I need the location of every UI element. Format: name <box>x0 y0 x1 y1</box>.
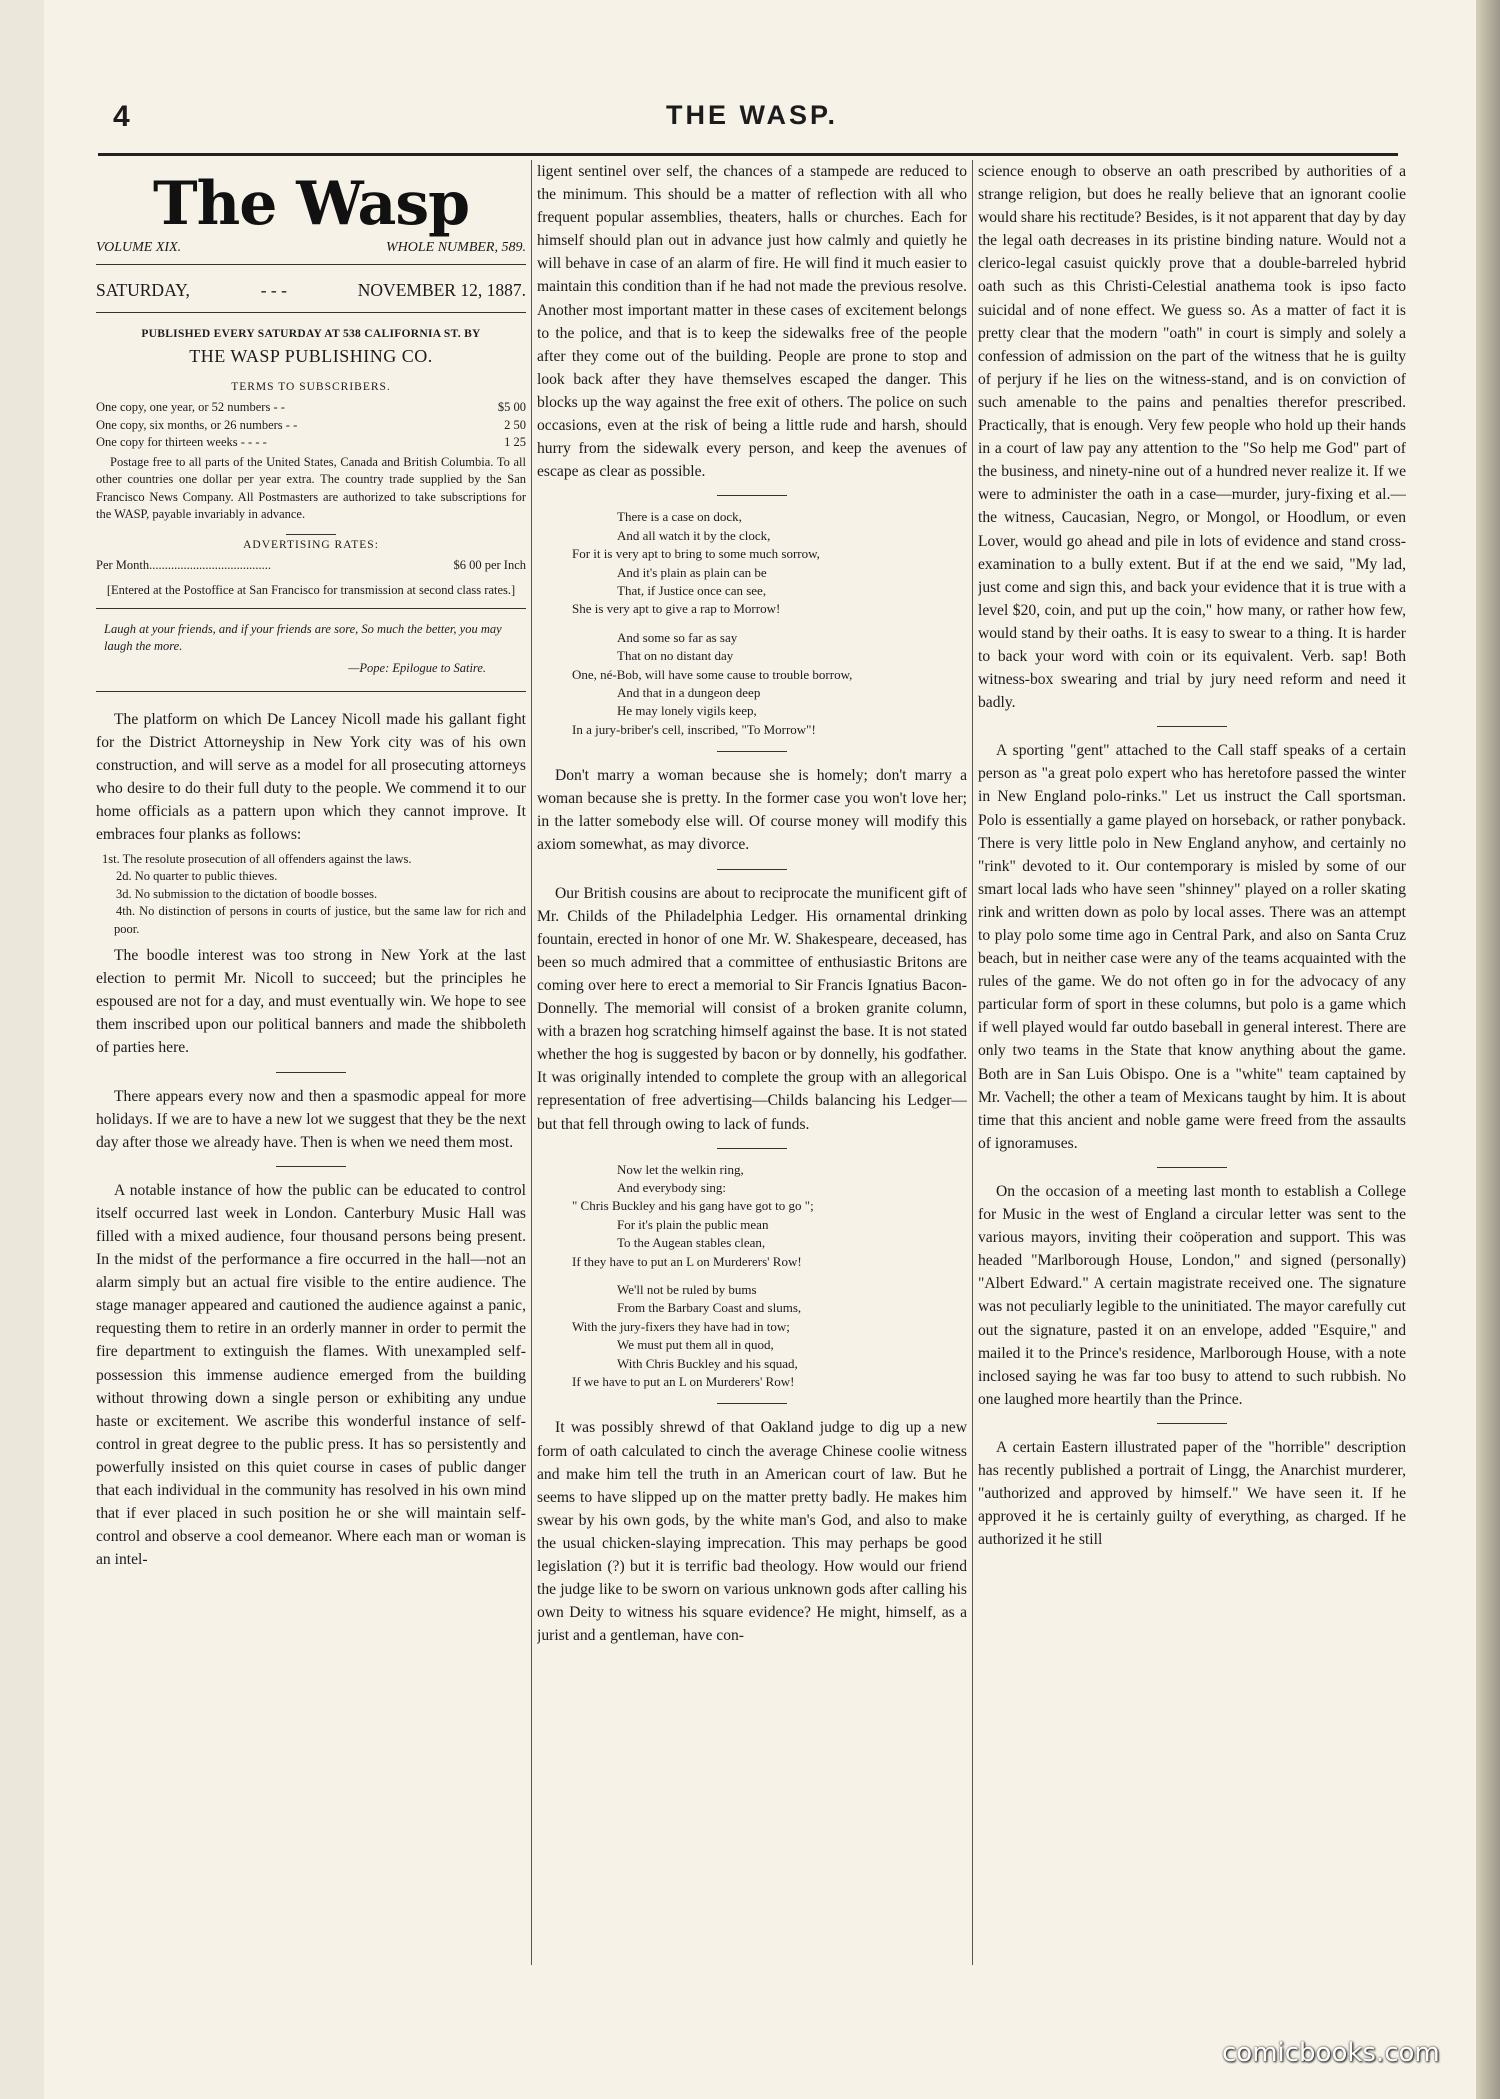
separator <box>276 1072 346 1073</box>
term-row <box>96 399 526 417</box>
page-header <box>107 100 1397 148</box>
term-label: One copy for thirteen weeks - - - - <box>96 435 267 449</box>
term-label: One copy, six months, or 26 numbers - - <box>96 417 298 432</box>
volume-row <box>96 240 526 256</box>
paragraph: The boodle interest was too strong in New York at the last election to permit Mr. Nicoll to succeed; but the principles he espoused are not for a day, and must eventually win. We hope to see them inscribed upon our political banners and made the shibboleth of parties here. <box>96 947 526 1057</box>
verse-line: From the Barbary Coast and slums, <box>617 1300 802 1316</box>
column-2 <box>537 160 967 2043</box>
separator <box>1157 1423 1227 1424</box>
planks-list <box>96 851 526 939</box>
separator <box>717 1403 787 1404</box>
whole-number: WHOLE NUMBER, 589. <box>386 240 526 255</box>
separator <box>717 869 787 870</box>
publisher: THE WASP PUBLISHING CO. <box>189 346 433 366</box>
postage-notice: Postage free to all parts of the United States, Canada and British Columbia. To all other countries one dollar per year extra. The country trade supplied by the San Francisco News Company. All Postmasters are authorized to take subscriptions for the WASP, payable invariably in advance. <box>96 454 526 521</box>
verse-line: Now let the welkin ring, <box>617 1161 744 1177</box>
verse <box>537 508 967 739</box>
term-price: $5 00 <box>497 400 526 414</box>
rule <box>96 608 526 609</box>
separator <box>717 751 787 752</box>
paragraph: On the occasion of a meeting last month to establish a College for Music in the west of England a circular letter was sent to the various mayors, inviting their coöperation and support. This was headed "Marlborough House, London," and signed (personally) "Albert Edward." A certain magistrate received one. The signature was not peculiarly legible to the uninitiated. The mayor carefully cut out the signature, pasted it on an envelope, added "Esquire," and mailed it to the Prince's residence, Marlborough House, with a note inclosed saying he was far too busy to attend to such rubbish. No one laughed more heartily than the Prince. <box>978 1182 1406 1408</box>
volume: VOLUME XIX. <box>96 240 182 255</box>
verse-line: " Chris Buckley and his gang have got to go "; <box>572 1198 814 1214</box>
plank-item: 4th. No distinction of persons in courts of justice, but the same law for rich and poor. <box>114 904 526 936</box>
column-divider <box>972 160 973 1965</box>
entered-notice: [Entered at the Postoffice at San Francisco for transmission at second class rates.] <box>106 583 516 597</box>
verse-line: If they have to put an L on Murderers' Row! <box>572 1253 802 1269</box>
verse-line: If we have to put an L on Murderers' Row! <box>572 1374 795 1390</box>
paragraph: A certain Eastern illustrated paper of the "horrible" description has recently published a portrait of Lingg, the Anarchist murderer, "authorized and approved by himself." We have seen it. If he approved it he is certainly guilty of everything, as charged. If he authorized it he still <box>978 1438 1406 1549</box>
page-edge <box>1476 0 1500 2099</box>
plank-item: 3d. No submission to the dictation of boodle bosses. <box>116 886 378 901</box>
term-label: One copy, one year, or 52 numbers - - <box>96 400 285 414</box>
paragraph: The platform on which De Lancey Nicoll made his gallant fight for the District Attorneyship in New York city was of his own construction, and will serve as a model for all prosecuting attorneys who desire to do their full duty to the people. We commend it to our home officials as a pattern upon which they cannot improve. It embraces four planks as follows: <box>96 711 526 844</box>
date-dashes: - - - <box>260 280 287 300</box>
column-3 <box>978 160 1406 2043</box>
column-1 <box>96 160 526 2043</box>
verse-line: He may lonely vigils keep, <box>617 703 757 719</box>
masthead-title: The Wasp <box>152 169 470 239</box>
verse-line: In a jury-briber's cell, inscribed, "To Morrow"! <box>572 721 816 737</box>
verse-line: And all watch it by the clock, <box>617 527 771 543</box>
publication-line: PUBLISHED EVERY SATURDAY AT 538 CALIFORNIA ST. BY <box>141 328 481 340</box>
verse-line: There is a case on dock, <box>617 509 742 525</box>
verse-line: We must put them all in quod, <box>617 1337 774 1353</box>
paragraph: A sporting "gent" attached to the Call staff speaks of a certain person as "a great polo expert who has heretofore passed the winter in New England polo-rinks." Let us instruct the Call sportsman. Polo is essentially a game played on horseback, or rather ponyback. There is very little polo in New England anyhow, and certainly no "rink" devoted to it. Our contemporary is misled by some of our smart local lads who have seen "shinney" played on a roller skating rink and written down as polo by local asses. There was an attempt to play polo some time ago in Central Park, and also on Santa Cruz beach, but in neither case were any of the teams acquainted with the rules of the game. We do not often go in for the advocacy of any particular form of sport in these columns, but polo is a game which if well played would far outdo baseball in general interest. There are only two teams in the State that know anything about the game. Both are in San Luis Obispo. One is a "white" team captained by Mr. Vachell; the other a team of Mexicans taught by him. It is about time that this ancient and noble game were freed from the assaults of ignoramuses. <box>978 742 1406 1152</box>
verse-line: And that in a dungeon deep <box>617 684 761 700</box>
verse-line: And everybody sing: <box>617 1180 727 1195</box>
header-rule <box>98 153 1398 156</box>
separator <box>286 534 336 535</box>
terms-heading: TERMS TO SUBSCRIBERS. <box>231 381 391 393</box>
term-row <box>96 417 526 435</box>
verse-line: That, if Justice once can see, <box>617 582 767 598</box>
issue-date: NOVEMBER 12, 1887. <box>357 280 526 300</box>
separator <box>1157 1167 1227 1168</box>
verse-line: For it is very apt to bring to some much sorrow, <box>572 546 820 562</box>
plank-item: 2d. No quarter to public thieves. <box>116 869 278 884</box>
term-price: 1 25 <box>504 435 526 449</box>
term-row <box>96 434 526 452</box>
verse-line: One, né-Bob, will have some cause to trouble borrow, <box>572 666 853 682</box>
verse-line: For it's plain the public mean <box>617 1216 769 1232</box>
paragraph: It was possibly shrewd of that Oakland judge to dig up a new form of oath calculated to cinch the average Chinese coolie witness and make him tell the truth in an American court of law. But he seems to have slipped up on the matter pretty badly. He makes him swear by his own gods, by the white man's God, and also to make the usual chicken-slaying imprecation. This may perhaps be good legislation (?) but it is terrific bad theology. How would our friend the judge like to be sworn on various unknown gods after calling his own Deity to witness his square evidence? He might, himself, as a jurist and a gentleman, have con- <box>537 1419 967 1645</box>
paragraph: ligent sentinel over self, the chances of a stampede are reduced to the minimum. This should be a matter of reflection with all who frequent popular assemblies, theaters, halls or churches. Each for himself should plan out in advance just how calmly and quietly he will behave in case of an alarm of fire. He will find it much easier to maintain this condition than if he had not made the previous resolve. Another most important matter in these cases of excitement belongs to the police, and that is to keep the sidewalks free of the people after they come out of the building. People are prone to stop and look back after they have themselves escaped the danger. This blocks up the way against the free exit of others. The police on such occasions, even at the risk of being a little rude and harsh, should hurry from the sidewalk every person, and keep the avenues of escape as clear as possible. <box>537 163 967 481</box>
rule <box>96 691 526 692</box>
separator <box>1157 726 1227 727</box>
paragraph: There appears every now and then a spasmodic appeal for more holidays. If we are to have a new lot we suggest that they be the next day after those we already have. Then is when we need them most. <box>96 1087 526 1151</box>
advertising-heading: ADVERTISING RATES: <box>243 538 379 551</box>
weekday: SATURDAY, <box>96 280 190 300</box>
date-row <box>96 264 526 313</box>
term-price: 2 50 <box>504 417 526 432</box>
paragraph: Our British cousins are about to reciprocate the munificent gift of Mr. Childs of the Philadelphia Ledger. His ornamental drinking fountain, erected in honor of one Mr. W. Shakespeare, deceased, has been so much admired that a committee of enthusiastic Britons are coming over here to erect a memorial to Sir Francis Ignatius Bacon-Donnelly. The memorial will consist of a broken granite column, with a brazen hog scratching himself against the base. It is not stated whether the hog is suggested by bacon or by donnelly, his godfather. It was originally intended to complete the group with an allegorical representation of free advertising—Childs balancing his Ledger—but that fell through owing to lack of funds. <box>537 884 967 1133</box>
column-divider <box>531 160 532 1965</box>
verse-line: To the Augean stables clean, <box>617 1235 766 1251</box>
ad-price: $6 00 per Inch <box>453 557 526 572</box>
ad-label: Per Month....................................... <box>96 557 271 572</box>
running-title: THE WASP. <box>665 100 839 130</box>
separator <box>717 1148 787 1149</box>
verse <box>537 1161 967 1392</box>
verse-line: With Chris Buckley and his squad, <box>617 1355 798 1371</box>
verse-line: And it's plain as plain can be <box>617 564 767 580</box>
paragraph: Don't marry a woman because she is homely; don't marry a woman because she is pretty. In the former case you won't love her; in the latter somebody else will. Of course money will modify this axiom somewhat, as may divorce. <box>537 767 967 854</box>
separator <box>717 495 787 496</box>
verse-line: And some so far as say <box>617 629 738 645</box>
paragraph: A notable instance of how the public can be educated to control itself occurred last week in London. Canterbury Music Hall was filled with a mixed audience, four thousand persons being present. In the midst of the performance a fire occurred in the hall—not an alarm simply but an actual fire visible to the entire audience. The stage manager appeared and cautioned the audience against a panic, requesting them to retire in an orderly manner in order to permit the fire department to extinguish the flames. With unexampled self-possession this immense audience emerged from the building without throwing down a single person or exhibiting any undue haste or excitement. We ascribe this wonderful instance of self-control in great degree to the public press. It has so persistently and powerfully insisted on this quiet course in cases of public danger that each individual in the community has resolved in his own mind that if ever placed in such position he or she will maintain self-control and observe a cool demeanor. Where each man or woman is an intel- <box>96 1181 526 1569</box>
verse-line: She is very apt to give a rap to Morrow! <box>572 601 781 617</box>
plank-item: 1st. The resolute prosecution of all offenders against the laws. <box>102 851 412 866</box>
epigraph: Laugh at your friends, and if your friends are sore, So much the better, you may laugh the more. <box>104 621 502 653</box>
watermark: comicbooks.com <box>1222 2038 1440 2068</box>
verse-line: That on no distant day <box>617 648 734 664</box>
verse-line: We'll not be ruled by bums <box>617 1282 757 1298</box>
page-number: 4 <box>113 100 130 133</box>
ad-rate-row <box>96 557 526 575</box>
verse-line: With the jury-fixers they have had in tow; <box>572 1318 790 1334</box>
paragraph: science enough to observe an oath prescribed by authorities of a strange religion, but does he really believe that an ignorant coolie would share his rectitude? Besides, is it not apparent that day by day the legal oath decreases in its pristine binding nature. Would not a clerico-legal casuist quickly prove that a double-barreled hybrid oath such as this Christi-Celestial anathema took is ipso facto suicidal and of none effect. We guess so. As a matter of fact it is pretty clear that the modern "oath" in court is simply and solely a confession of admission on the part of the witness that he is guilty of perjury if he lies on the witness-stand, and is on conviction of such amenable to the pains and penalties therefor prescribed. Practically, that is enough. Very few people who hold up their hands in a court of law pay any attention to the "So help me God" part of the business, and ninety-nine out of a hundred never realize it. If we were to administer the oath in a case—murder, jury-fixing et al.—the witness, Caucasian, Negro, or Mongol, or Hoodlum, or even Lover, would go ahead and pile in lots of evidence and stand cross-examination to a bully extent. But if at the end we said, "My lad, just come and sign this, and back your evidence that it is true with a level $20, coin, and put up the coin," how many, or rather how few, would stand by their oaths. It is easy to swear to a thing. It is harder to back your word with coin or its equivalent. Verb. sap! Both witness-box swearing and trial by jury need reform and need it badly. <box>978 163 1406 712</box>
separator <box>276 1166 346 1167</box>
epigraph-attribution: —Pope: Epilogue to Satire. <box>348 660 486 675</box>
